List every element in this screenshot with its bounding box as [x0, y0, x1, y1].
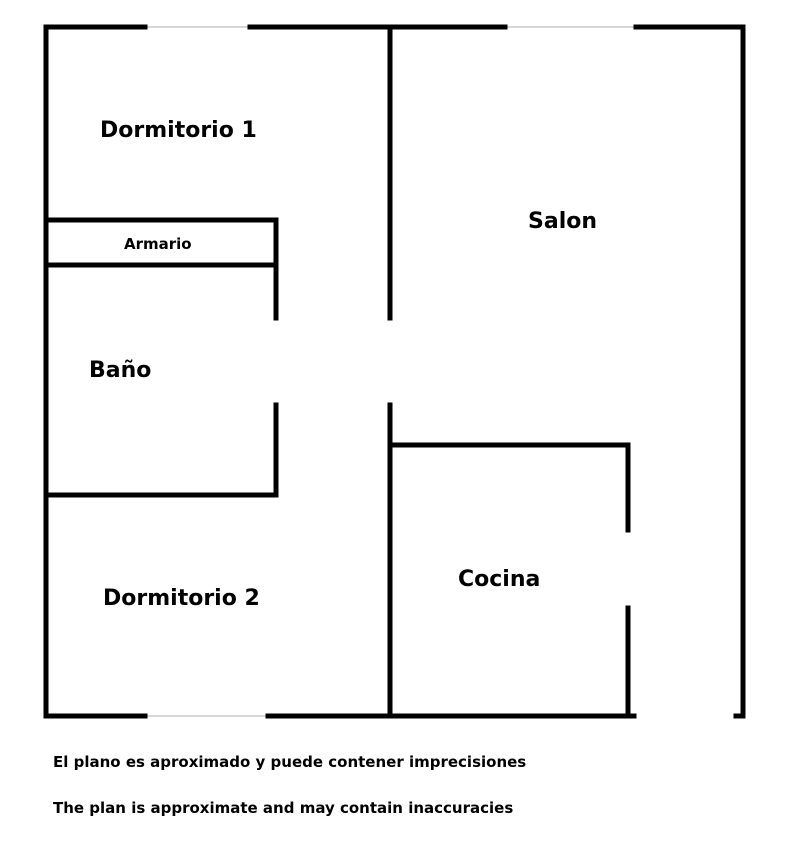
room-label-bano: Baño — [89, 358, 152, 383]
disclaimer-spanish: El plano es aproximado y puede contener imprecisiones — [53, 753, 527, 771]
room-label-cocina: Cocina — [458, 567, 541, 592]
room-label-dormitorio-1: Dormitorio 1 — [100, 118, 257, 143]
room-label-armario: Armario — [124, 235, 192, 253]
disclaimer-english: The plan is approximate and may contain inaccuracies — [53, 799, 514, 817]
room-labels — [89, 118, 597, 611]
room-label-dormitorio-2: Dormitorio 2 — [103, 586, 260, 611]
room-label-salon: Salon — [528, 209, 598, 234]
